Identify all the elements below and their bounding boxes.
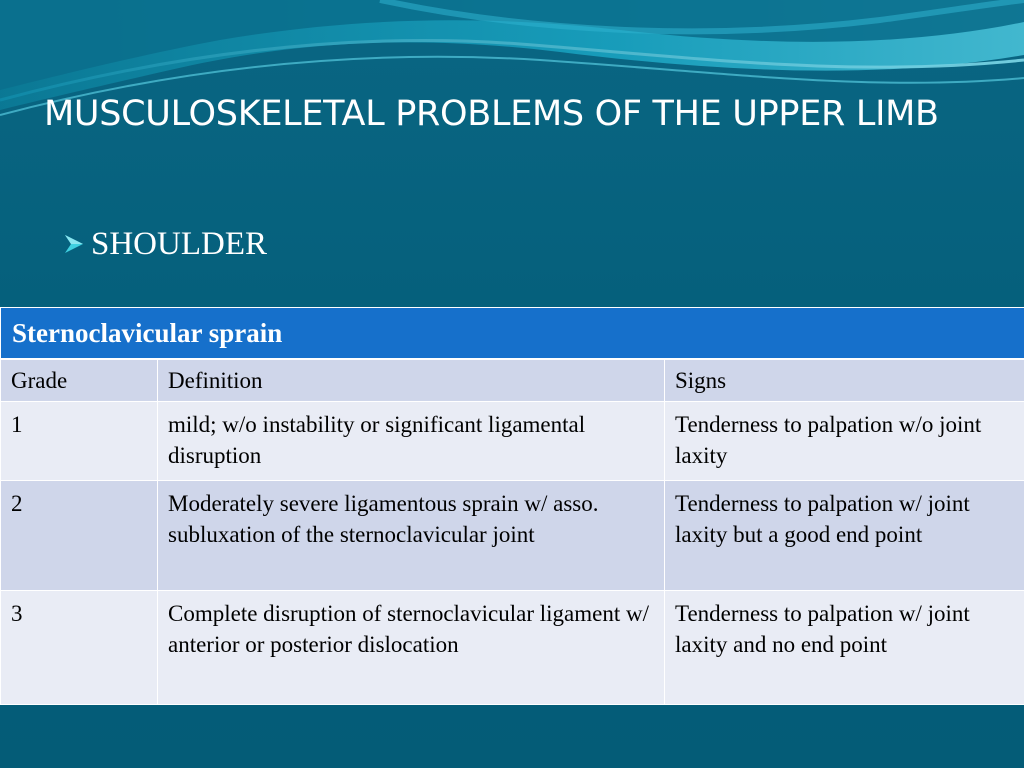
signs-cell: Tenderness to palpation w/ joint laxity and no end point (665, 591, 1024, 705)
sprain-table (0, 307, 1024, 705)
table-row (1, 591, 1024, 705)
grade-cell: 1 (1, 402, 158, 481)
arrow-bullet-icon (62, 232, 86, 256)
grade-cell: 3 (1, 591, 158, 705)
definition-cell: mild; w/o instability or significant ligamental disruption (158, 402, 665, 481)
bullet-text: SHOULDER (91, 225, 268, 262)
column-header-grade: Grade (1, 359, 158, 402)
table-title: Sternoclavicular sprain (1, 308, 1024, 360)
definition-cell: Complete disruption of sternoclavicular ligament w/ anterior or posterior dislocation (158, 591, 665, 705)
bullet-item (62, 222, 267, 266)
table-row (1, 481, 1024, 591)
column-header-definition: Definition (158, 359, 665, 402)
table-row (1, 402, 1024, 481)
table-header-row (1, 359, 1024, 402)
grade-cell: 2 (1, 481, 158, 591)
signs-cell: Tenderness to palpation w/o joint laxity (665, 402, 1024, 481)
definition-cell: Moderately severe ligamentous sprain w/ asso. subluxation of the sternoclavicular joint (158, 481, 665, 591)
column-header-signs: Signs (665, 359, 1024, 402)
table-title-row (1, 308, 1024, 360)
signs-cell: Tenderness to palpation w/ joint laxity but a good end point (665, 481, 1024, 591)
slide-title: MUSCULOSKELETAL PROBLEMS OF THE UPPER LIMB (44, 94, 939, 134)
sprain-table-container (0, 307, 1024, 705)
